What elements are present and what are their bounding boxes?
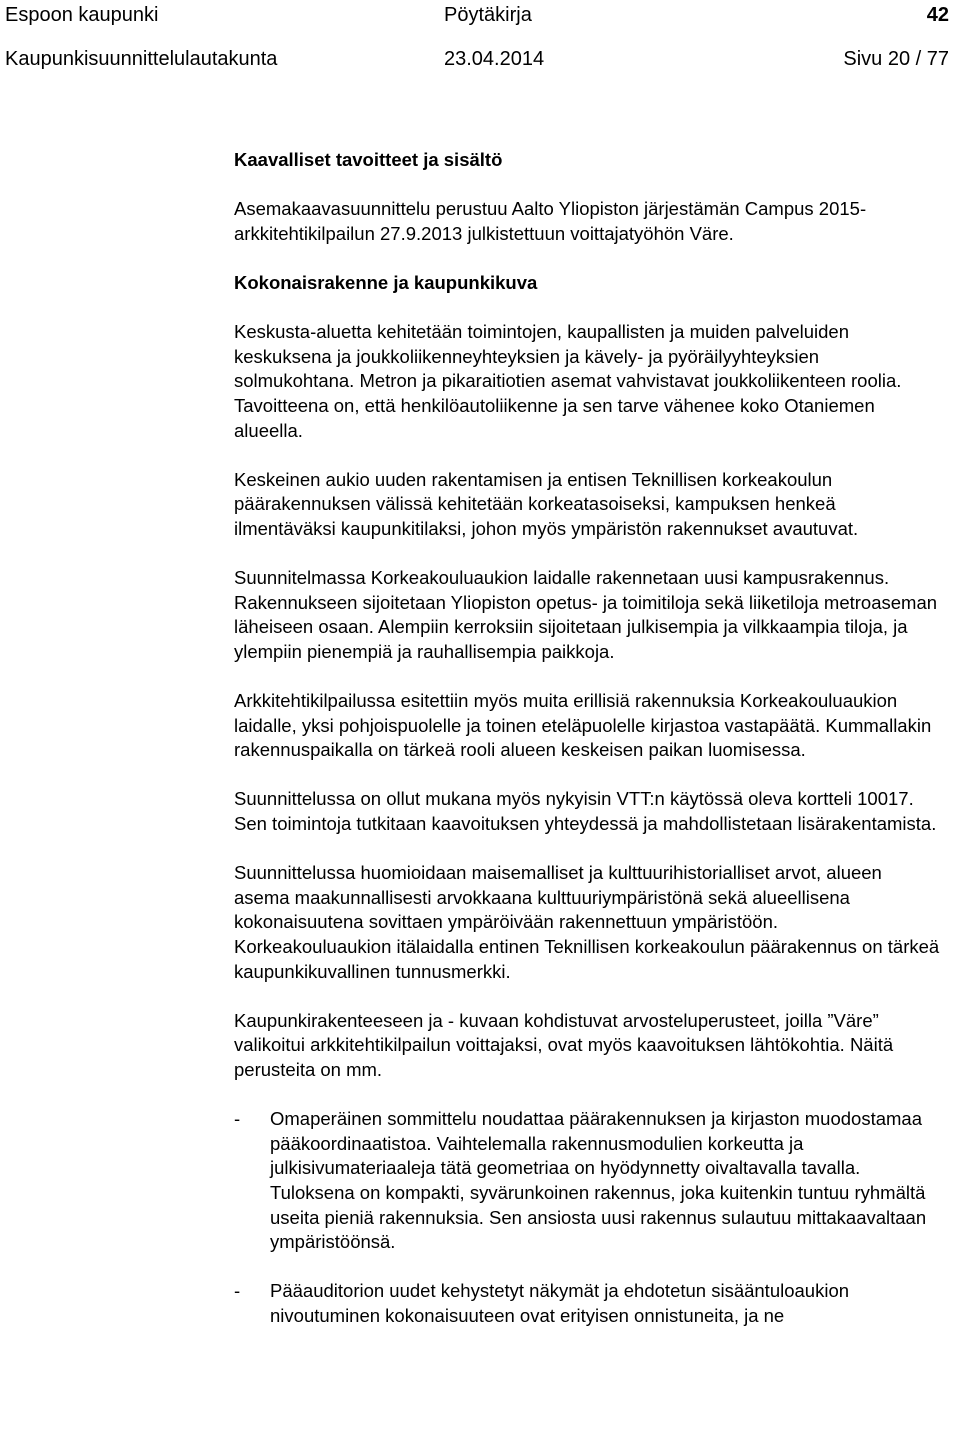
section-heading: Kaavalliset tavoitteet ja sisältö — [234, 149, 503, 170]
header-page: Sivu 20 / 77 — [843, 48, 949, 70]
header-item-number: 42 — [926, 4, 949, 26]
header-doc-type: Pöytäkirja — [444, 4, 532, 26]
list-item — [234, 1279, 940, 1328]
dash-bullet: - — [234, 1108, 241, 1130]
paragraph: Suunnittelussa huomioidaan maisemalliset ja kulttuurihistorialliset arvot, alueen asema maakunnallisesti arvokkaana kulttuuriympäristönä sekä alueellisena kokonaisuutena sovittaen ympäröivään rakennettuun ympäristöön. Korkeakouluaukion itälaidalla entinen Teknillisen korkeakoulun päärakennus on tärkeä kaupunkikuvallinen tunnusmerkki. — [234, 862, 940, 982]
paragraph: Kaupunkirakenteeseen ja - kuvaan kohdistuvat arvosteluperusteet, joilla ”Väre” valikoitui arkkitehtikilpailun voittajaksi, ovat myös kaavoituksen lähtökohtia. Näitä perusteita on mm. — [234, 1009, 894, 1080]
section-heading: Kokonaisrakenne ja kaupunkikuva — [234, 271, 538, 293]
paragraph: Keskeinen aukio uuden rakentamisen ja entisen Teknillisen korkeakoulun päärakennuksen välissä kehitetään korkeatasoiseksi, kampuksen henkeä ilmentäväksi kaupunkitilaksi, johon myös ympäristön rakennukset avautuvat. — [234, 468, 859, 539]
paragraph: Keskusta-aluetta kehitetään toimintojen, kaupallisten ja muiden palveluiden keskuksena ja joukkoliikenneyhteyksien ja kävely- ja pyöräilyyhteyksien solmukohtana. Metron ja pikaraitiotien asemat vahvistavat joukkoliikenteen roolia. Tavoitteena on, että henkilöautoliikenne ja sen tarve vähenee koko Otaniemen alueella. — [234, 321, 902, 441]
criteria-list — [234, 1107, 940, 1328]
paragraph: Asemakaavasuunnittelu perustuu Aalto Yliopiston järjestämän Campus 2015-arkkitehtikilpailun 27.9.2013 julkistettuun voittajatyöhön Väre. — [234, 198, 867, 244]
header-org: Espoon kaupunki — [5, 4, 159, 26]
document-body — [234, 148, 940, 1329]
list-item — [234, 1107, 940, 1255]
paragraph: Suunnitelmassa Korkeakouluaukion laidalle rakennetaan uusi kampusrakennus. Rakennukseen sijoitetaan Yliopiston opetus- ja toimitiloja sekä liiketiloja metroaseman läheiseen osaan. Alempiin kerroksiin sijoitetaan julkisempia ja vilkkaampia tiloja, ja ylempiin pienempiä ja rauhallisempia paikkoja. — [234, 567, 938, 662]
header-date: 23.04.2014 — [444, 48, 545, 70]
header-committee: Kaupunkisuunnittelulautakunta — [5, 48, 278, 70]
list-item-text: Omaperäinen sommittelu noudattaa päärakennuksen ja kirjaston muodostamaa pääkoordinaatistoa. Vaihtelemalla rakennusmodulien korkeutta ja julkisivumateriaaleja tätä geometriaa on hyödynnetty oivaltavalla tavalla. Tuloksena on kompakti, syvärunkoinen rakennus, joka kuitenkin tuntuu ryhmältä useita pieniä rakennuksia. Sen ansiosta uusi rakennus sulautuu mittakaavaltaan ympäristöönsä. — [270, 1108, 927, 1253]
paragraph: Suunnittelussa on ollut mukana myös nykyisin VTT:n käytössä oleva kortteli 10017. Sen toimintoja tutkitaan kaavoituksen yhteydessä ja mahdollistetaan lisärakentamista. — [234, 788, 937, 835]
dash-bullet: - — [234, 1280, 241, 1302]
list-item-text: Pääauditorion uudet kehystetyt näkymät ja ehdotetun sisääntuloaukion nivoutuminen kokonaisuuteen ovat erityisen onnistuneita, ja ne — [270, 1280, 850, 1326]
paragraph: Arkkitehtikilpailussa esitettiin myös muita erillisiä rakennuksia Korkeakouluaukion laidalle, yksi pohjoispuolelle ja toinen eteläpuolelle kirjastoa vastapäätä. Kummallakin rakennuspaikalla on tärkeä rooli alueen keskeisen paikan luomisessa. — [234, 690, 932, 761]
